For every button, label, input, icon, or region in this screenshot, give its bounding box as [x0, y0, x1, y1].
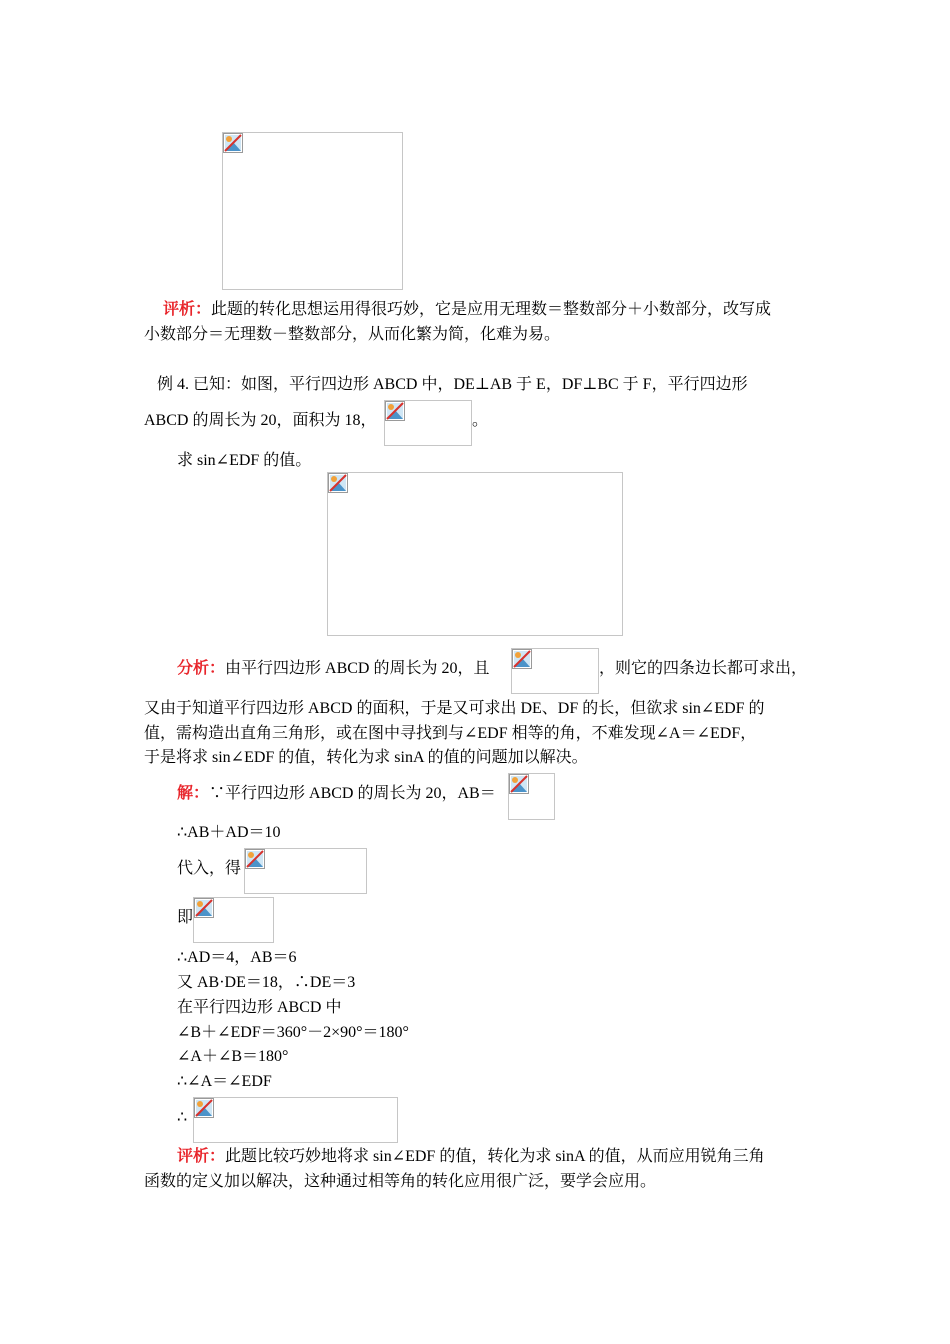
- inline-formula-image: [193, 897, 274, 943]
- remark-label: 评析：: [177, 1148, 226, 1165]
- analysis-text: 由平行四边形 ABCD 的周长为 20，且: [225, 660, 490, 677]
- solution-step: ∠B＋∠EDF＝360°－2×90°＝180°: [177, 1024, 409, 1041]
- figure-image-top: [222, 132, 403, 290]
- analysis-line1-end: ，则它的四条边长都可求出，: [599, 660, 808, 677]
- broken-image-icon: [194, 898, 214, 918]
- remark-text: 此题的转化思想运用得很巧妙，它是应用无理数＝整数部分＋小数部分，改写成: [211, 301, 772, 318]
- broken-image-icon: [223, 133, 243, 153]
- analysis-line1: [177, 658, 489, 680]
- solution-step: ∴AB＋AD＝10: [177, 824, 281, 841]
- analysis-label: 分析：: [177, 660, 226, 677]
- remark1-line2: 小数部分＝无理数－整数部分，从而化繁为简，化难为易。: [144, 326, 561, 343]
- solution-step: 即: [177, 909, 194, 926]
- remark-label: 评析：: [163, 301, 212, 318]
- parallelogram-figure-image: [327, 472, 623, 636]
- solution-line1: [177, 783, 496, 805]
- inline-formula-image: [244, 848, 367, 894]
- inline-formula-image: [193, 1097, 398, 1143]
- solution-step: ∠A＋∠B＝180°: [177, 1048, 289, 1065]
- example-line2-end: 。: [472, 412, 489, 429]
- solution-step: 又 AB·DE＝18，∴DE＝3: [177, 974, 356, 991]
- broken-image-icon: [194, 1098, 214, 1118]
- solution-step: 在平行四边形 ABCD 中: [177, 999, 342, 1016]
- solution-step: ∴AD＝4，AB＝6: [177, 949, 297, 966]
- inline-formula-image: [508, 773, 555, 820]
- solution-step: ∴∠A＝∠EDF: [177, 1073, 272, 1090]
- inline-formula-image: [511, 648, 599, 694]
- example-line1: 例 4. 已知：如图，平行四边形 ABCD 中，DE⊥AB 于 E，DF⊥BC 于 F，平行四边形: [157, 376, 748, 393]
- broken-image-icon: [385, 401, 405, 421]
- analysis-line2: 又由于知道平行四边形 ABCD 的面积，于是又可求出 DE、DF 的长，但欲求 sin∠EDF 的: [144, 700, 765, 717]
- remark2-line2: 函数的定义加以解决，这种通过相等角的转化应用很广泛，要学会应用。: [144, 1173, 657, 1190]
- solution-step: ∴: [177, 1109, 188, 1126]
- remark2-line1: [177, 1146, 765, 1168]
- broken-image-icon: [512, 649, 532, 669]
- solution-step: 代入，得: [177, 860, 242, 877]
- broken-image-icon: [245, 849, 265, 869]
- solution-text: ∵平行四边形 ABCD 的周长为 20，AB＝: [209, 785, 496, 802]
- solution-label: 解：: [177, 785, 210, 802]
- broken-image-icon: [328, 473, 348, 493]
- example-text: ABCD 的周长为 20，面积为 18，: [144, 412, 377, 429]
- analysis-line4: 于是将求 sin∠EDF 的值，转化为求 sinA 的值的问题加以解决。: [144, 749, 588, 766]
- remark1-line1: [163, 299, 771, 321]
- broken-image-icon: [509, 774, 529, 794]
- analysis-line3: 值，需构造出直角三角形，或在图中寻找到与∠EDF 相等的角，不难发现∠A＝∠EDF，: [144, 725, 757, 742]
- remark-text: 此题比较巧妙地将求 sin∠EDF 的值，转化为求 sinA 的值，从而应用锐角三角: [225, 1148, 765, 1165]
- example-line3: 求 sin∠EDF 的值。: [177, 452, 312, 469]
- example-line2: [144, 410, 376, 432]
- inline-formula-image: [384, 400, 472, 446]
